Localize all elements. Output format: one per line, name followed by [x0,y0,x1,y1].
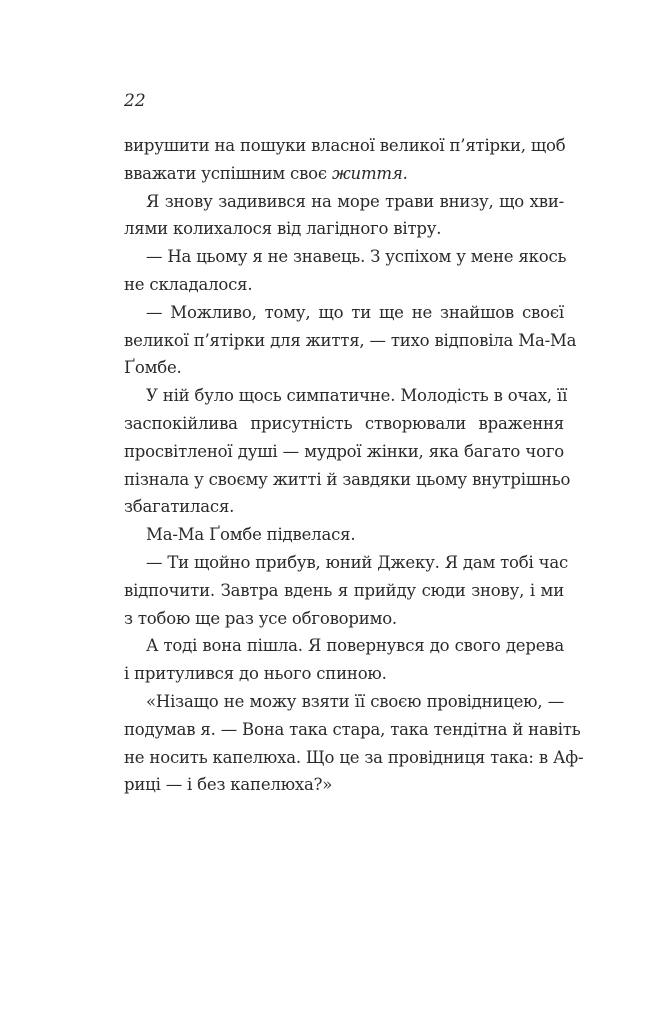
text-line: вирушити на пошуки власної великої п’ятірки, щоб [124,136,566,155]
text-line: лями колихалося від лагідного вітру. [124,219,442,239]
text-line: Я знову задивився на море трави внизу, що хви- [146,191,564,211]
text-line: не носить капелюха. Що це за провідниця така: в Аф- [124,747,584,767]
text-line: А тоді вона пішла. Я повернувся до свого дерева [146,636,564,656]
body-text [124,132,584,799]
text-line: «Нізащо не можу взяти її своєю провідницею, — [146,691,564,711]
page-number: 22 [124,91,146,111]
text-line: збагатилася. [124,497,235,517]
text-line: Ґомбе. [124,358,182,378]
text-line: і притулився до нього спиною. [124,664,387,684]
text-line: великої п’ятірки для життя, — тихо відповіла Ма-Ма [124,330,577,350]
text-line: пізнала у своєму житті й завдяки цьому внутрішньо [124,469,571,489]
text-line: з тобою ще раз усе обговоримо. [124,608,397,628]
text-line: не складалося. [124,274,253,294]
text-line: риці — і без капелюха?» [124,775,333,795]
text-line: — Можливо, тому, що ти ще не знайшов своєї [146,302,564,322]
text-line: відпочити. Завтра вдень я прийду сюди знову, і ми [124,580,564,600]
text-line: — На цьому я не знавець. З успіхом у мене якось [146,247,567,267]
text-line: — Ти щойно прибув, юний Джеку. Я дам тобі час [146,552,569,572]
text-line: заспокійлива присутність створювали враження [124,413,564,433]
italic-word: життя [332,163,403,183]
text-line: просвітленої душі — мудрої жінки, яка багато чого [124,441,564,461]
text-line: У ній було щось симпатичне. Молодість в очах, її [146,386,568,406]
text-line: вважати успішним своє життя. [124,163,408,183]
text-line: подумав я. — Вона така стара, така тендітна й навіть [124,719,581,739]
text-line: Ма-Ма Ґомбе підвелася. [146,525,356,545]
